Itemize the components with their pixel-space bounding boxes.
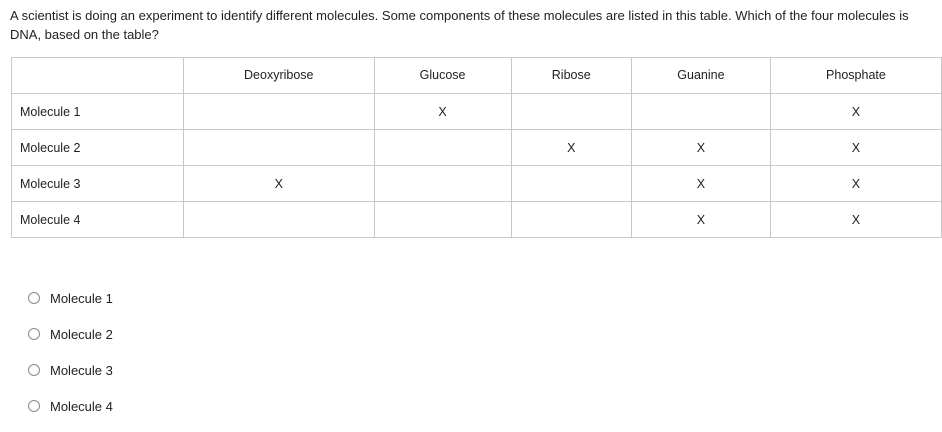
option-molecule-1[interactable]	[28, 288, 113, 308]
option-label: Molecule 2	[50, 326, 113, 342]
table-cell	[183, 130, 374, 166]
radio-button[interactable]	[28, 400, 40, 412]
table-cell	[511, 202, 631, 238]
table-cell	[183, 94, 374, 130]
table-cell	[374, 166, 511, 202]
table-cell: X	[631, 166, 770, 202]
table-cell: X	[631, 130, 770, 166]
table-header-row	[12, 58, 942, 94]
option-label: Molecule 4	[50, 398, 113, 414]
components-table-container	[11, 57, 942, 238]
column-header-phosphate: Phosphate	[770, 58, 941, 94]
table-cell: X	[511, 130, 631, 166]
table-row	[12, 202, 942, 238]
row-label: Molecule 1	[12, 94, 184, 130]
radio-button[interactable]	[28, 364, 40, 376]
table-row	[12, 94, 942, 130]
column-header-blank	[12, 58, 184, 94]
option-molecule-4[interactable]	[28, 396, 113, 416]
column-header-glucose: Glucose	[374, 58, 511, 94]
table-cell	[511, 166, 631, 202]
table-cell: X	[770, 130, 941, 166]
table-cell: X	[374, 94, 511, 130]
table-cell	[631, 94, 770, 130]
option-molecule-2[interactable]	[28, 324, 113, 344]
table-cell: X	[770, 202, 941, 238]
table-cell	[374, 202, 511, 238]
question-text: A scientist is doing an experiment to identify different molecules. Some components of these molecules are listed in this table. Which of the four molecules is DNA, based on the table?	[10, 8, 909, 42]
table-row	[12, 166, 942, 202]
column-header-ribose: Ribose	[511, 58, 631, 94]
option-molecule-3[interactable]	[28, 360, 113, 380]
table-cell	[374, 130, 511, 166]
column-header-deoxyribose: Deoxyribose	[183, 58, 374, 94]
option-label: Molecule 1	[50, 290, 113, 306]
table-cell: X	[183, 166, 374, 202]
table-cell: X	[770, 166, 941, 202]
option-label: Molecule 3	[50, 362, 113, 378]
components-table	[11, 57, 942, 238]
row-label: Molecule 2	[12, 130, 184, 166]
answer-options	[28, 288, 113, 432]
table-row	[12, 130, 942, 166]
radio-button[interactable]	[28, 328, 40, 340]
row-label: Molecule 3	[12, 166, 184, 202]
table-cell	[183, 202, 374, 238]
table-cell: X	[770, 94, 941, 130]
column-header-guanine: Guanine	[631, 58, 770, 94]
table-cell: X	[631, 202, 770, 238]
table-cell	[511, 94, 631, 130]
radio-button[interactable]	[28, 292, 40, 304]
row-label: Molecule 4	[12, 202, 184, 238]
